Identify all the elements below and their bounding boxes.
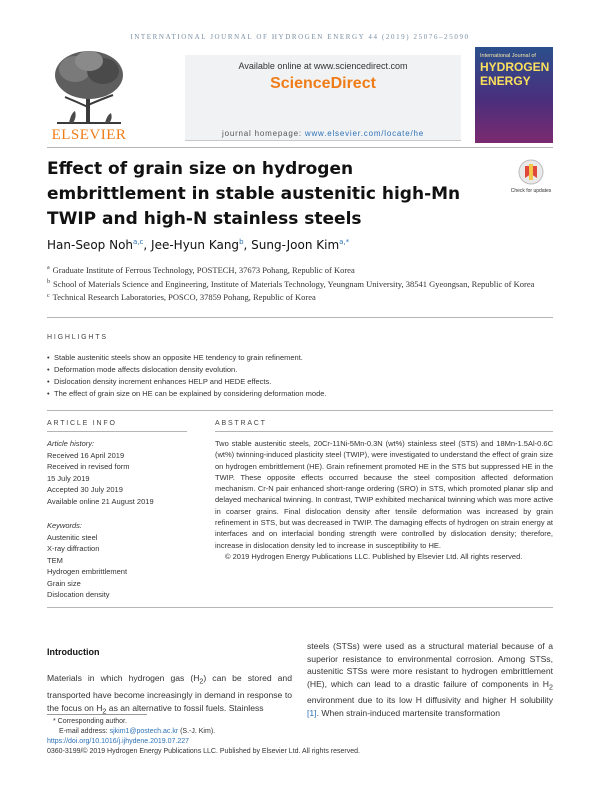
footnotes — [47, 717, 553, 757]
affiliation — [47, 276, 553, 290]
affiliation — [47, 290, 553, 304]
available-online-text: Available online at www.sciencedirect.com — [238, 61, 408, 71]
abstract-copyright: © 2019 Hydrogen Energy Publications LLC. Published by Elsevier Ltd. All rights reserved. — [225, 551, 523, 561]
corresponding-author-note: * Corresponding author. — [53, 718, 127, 725]
affiliation-text: Graduate Institute of Ferrous Technology, POSTECH, 37673 Pohang, Republic of Korea — [52, 264, 355, 275]
intro-right-column — [307, 640, 553, 719]
article-info-underline — [47, 431, 187, 432]
abstract-heading: ABSTRACT — [215, 420, 267, 427]
cover-subtitle: International Journal of — [480, 53, 536, 59]
article-info-heading: ARTICLE INFO — [47, 420, 117, 427]
keyword: TEM — [47, 555, 63, 565]
affiliations — [47, 262, 553, 303]
highlights-divider — [47, 410, 553, 411]
subscript: 2 — [102, 707, 107, 716]
issn-copyright: 0360-3199/© 2019 Hydrogen Energy Publications LLC. Published by Elsevier Ltd. All rights reserved. — [47, 748, 360, 755]
keyword: Grain size — [47, 578, 81, 588]
journal-running-head: INTERNATIONAL JOURNAL OF HYDROGEN ENERGY 44 (2019) 25076–25090 — [130, 33, 470, 41]
cover-title-line-1: HYDROGEN — [480, 60, 550, 74]
affiliation-mark: a — [47, 265, 50, 271]
history-entry: 15 July 2019 — [47, 473, 90, 483]
publisher-name: ELSEVIER — [51, 127, 127, 143]
journal-homepage — [185, 129, 461, 138]
affiliation-mark: c — [47, 292, 50, 299]
intro-text: environment due to its low H diffusivity and higher H solubility — [307, 695, 553, 706]
abstract-text: Two stable austenitic steels, 20Cr-11Ni-5Mn-0.3N (wt%) stainless steel (STS) and 18Mn-1.5Al-0.6C (wt%) twinning-induced plasticity steel (TWIP), were investigated to understand the effect of grain size on hydrogen embrittlement (HE). Grain refinement promoted HE in the STS but suppressed HE in the TWIP. These opposite effects occurred because the steel composition affected deformation mechanism. Cr-N pair enhanced short-range ordering (SRO) in STS, which promoted planar slip and delayed mechanical twinning. In contrast, TWIP exhibited mechanical twinning which was more active in coarser grains. Final dislocation density after tensile deformation was increased by grain refinement in STS, but was decreased in TWIP. The damaging effects of hydrogen on strain energy at interfaces and on interfacial bonding strength were controlled by dislocation density; therefore, increase in dislocation density led to increase in susceptibility to HE. — [215, 439, 553, 550]
subscript: 2 — [199, 677, 204, 686]
intro-text: Materials in which hydrogen gas (H — [47, 673, 200, 683]
email-line — [47, 727, 553, 737]
keyword: Hydrogen embrittlement — [47, 567, 128, 576]
author-separator: , — [143, 238, 152, 252]
abstract-underline — [215, 431, 553, 432]
affiliation-text: School of Materials Science and Engineering, Institute of Materials Technology, Yeungnam University, 38541 Gyeongsan, Republic of Korea — [53, 278, 535, 289]
article-title: Effect of grain size on hydrogen embrittlement in stable austenitic high-Mn TWIP and high-N stainless steels — [47, 159, 461, 229]
crossmark-label[interactable]: Check for updates — [510, 188, 552, 194]
email-suffix: (S.-J. Kim). — [178, 728, 216, 735]
author-separator: , — [243, 238, 252, 252]
history-entry: Accepted 30 July 2019 — [47, 485, 123, 494]
footnote-divider — [47, 714, 147, 715]
author-affiliation-mark[interactable]: a,c — [133, 238, 144, 246]
author-name: Han-Seop Noh — [47, 238, 134, 252]
subscript: 2 — [549, 683, 553, 692]
author-name: Sung-Joon Kim — [251, 238, 340, 252]
keyword: Austenitic steel — [47, 532, 98, 542]
homepage-link[interactable]: www.elsevier.com/locate/he — [304, 129, 424, 138]
history-entry: Received in revised form — [47, 462, 130, 471]
header-divider — [47, 147, 553, 148]
affiliation-text: Technical Research Laboratories, POSCO, 37859 Pohang, Republic of Korea — [52, 292, 316, 303]
history-entry: Received 16 April 2019 — [47, 450, 125, 460]
keywords-heading: Keywords: — [47, 521, 83, 530]
affiliation — [47, 262, 553, 276]
highlight-item: • The effect of grain size on HE can be explained by considering deformation mode. — [47, 388, 553, 400]
email-link[interactable]: sjkim1@postech.ac.kr — [109, 728, 179, 735]
author-affiliation-mark[interactable]: a,* — [339, 238, 350, 246]
intro-left-column — [47, 672, 292, 718]
journal-cover-image[interactable] — [475, 47, 553, 143]
history-entry: Available online 21 August 2019 — [47, 496, 154, 506]
abstract-body — [215, 438, 553, 562]
reference-link[interactable]: [1] — [307, 707, 317, 718]
author-list — [47, 238, 349, 252]
highlight-item: • Deformation mode affects dislocation density evolution. — [47, 364, 553, 376]
article-history — [47, 438, 187, 507]
highlight-item: • Dislocation density increment enhances HELP and HEDE effects. — [47, 376, 553, 388]
intro-text: ) can be stored and transported have become increasingly in demand in response to the focus on H — [47, 673, 292, 713]
homepage-label: journal homepage: — [222, 129, 302, 138]
article-info-column — [47, 438, 187, 614]
highlights-heading: HIGHLIGHTS — [47, 334, 108, 341]
keywords — [47, 520, 187, 601]
intro-text: . When strain-induced martensite transformation — [316, 707, 500, 718]
keyword: X-ray diffraction — [47, 544, 100, 553]
abstract-divider — [47, 607, 553, 608]
keyword: Dislocation density — [47, 590, 110, 599]
author-affiliation-mark[interactable]: b — [239, 238, 244, 246]
intro-text: steels (STSs) were used as a structural material because of a superior resistance to environmental corrosion. Among STSs, austenitic STSs were more resistant to hydrogen embrittlement (HE), which can lead to a drastic failure of components in H — [307, 641, 553, 689]
email-label: E-mail address: — [59, 728, 110, 735]
article-history-heading: Article history: — [47, 439, 95, 448]
intro-text: as an alternative to fossil fuels. Stainless — [106, 702, 264, 713]
masthead — [47, 47, 553, 143]
highlight-item: • Stable austenitic steels show an opposite HE tendency to grain refinement. — [47, 352, 553, 364]
highlights-list — [47, 352, 553, 400]
doi-link[interactable]: https://doi.org/10.1016/j.ijhydene.2019.07.227 — [47, 738, 190, 745]
introduction-heading: Introduction — [47, 647, 100, 657]
cover-title-line-2: ENERGY — [480, 74, 531, 88]
affiliation-divider — [47, 317, 553, 318]
author-name: Jee-Hyun Kang — [151, 238, 240, 252]
sciencedirect-banner — [185, 55, 461, 141]
affiliation-mark: b — [47, 278, 50, 285]
sciencedirect-logo[interactable]: ScienceDirect — [270, 75, 376, 92]
